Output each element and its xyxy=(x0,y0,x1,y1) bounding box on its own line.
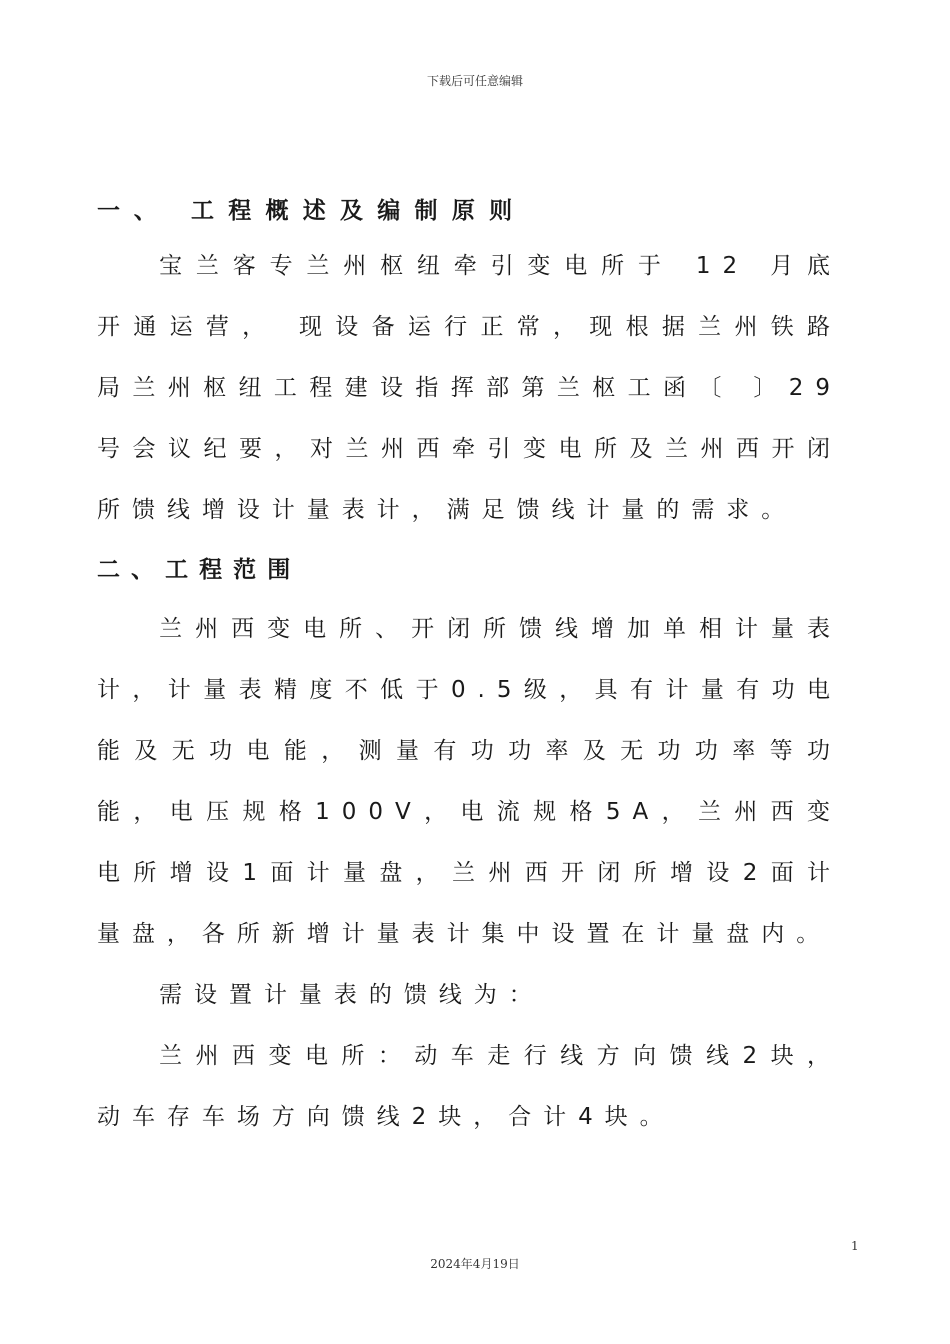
section-1-heading xyxy=(97,186,842,236)
section-2-paragraph-3: 兰州西变电所：动车走行线方向馈线2块，动车存车场方向馈线2块，合计4块。 xyxy=(97,1043,842,1130)
section-2-paragraph-2: 需设置计量表的馈线为： xyxy=(159,982,544,1008)
section-1-title: 工程概述及编制原则 xyxy=(191,198,527,224)
section-2-paragraph-1: 兰州西变电所、开闭所馈线增加单相计量表计，计量表精度不低于0.5级，具有计量有功电能及无功电能，测量有功功率及无功功率等功能，电压规格100V，电流规格5A，兰州西变电所增设1面计量盘，兰州西开闭所增设2面计量盘，各所新增计量表计集中设置在计量盘内。 xyxy=(97,616,842,947)
page-footer-date: 2024年4月19日 xyxy=(430,1257,520,1271)
document-body xyxy=(97,186,842,1148)
section-1-number: 一、 xyxy=(97,198,171,224)
section-1-paragraph: 宝兰客专兰州枢纽牵引变电所于 12 月底开通运营， 现设备运行正常，现根据兰州铁路局兰州枢纽工程建设指挥部第兰枢工函〔 〕29号会议纪要，对兰州西牵引变电所及兰州西开闭所馈线增设计量表计，满足馈线计量的需求。 xyxy=(97,253,842,523)
page-header-note: 下载后可任意编辑 xyxy=(426,74,523,88)
page-number: 1 xyxy=(851,1239,859,1253)
section-2-heading: 二、工程范围 xyxy=(97,557,302,583)
